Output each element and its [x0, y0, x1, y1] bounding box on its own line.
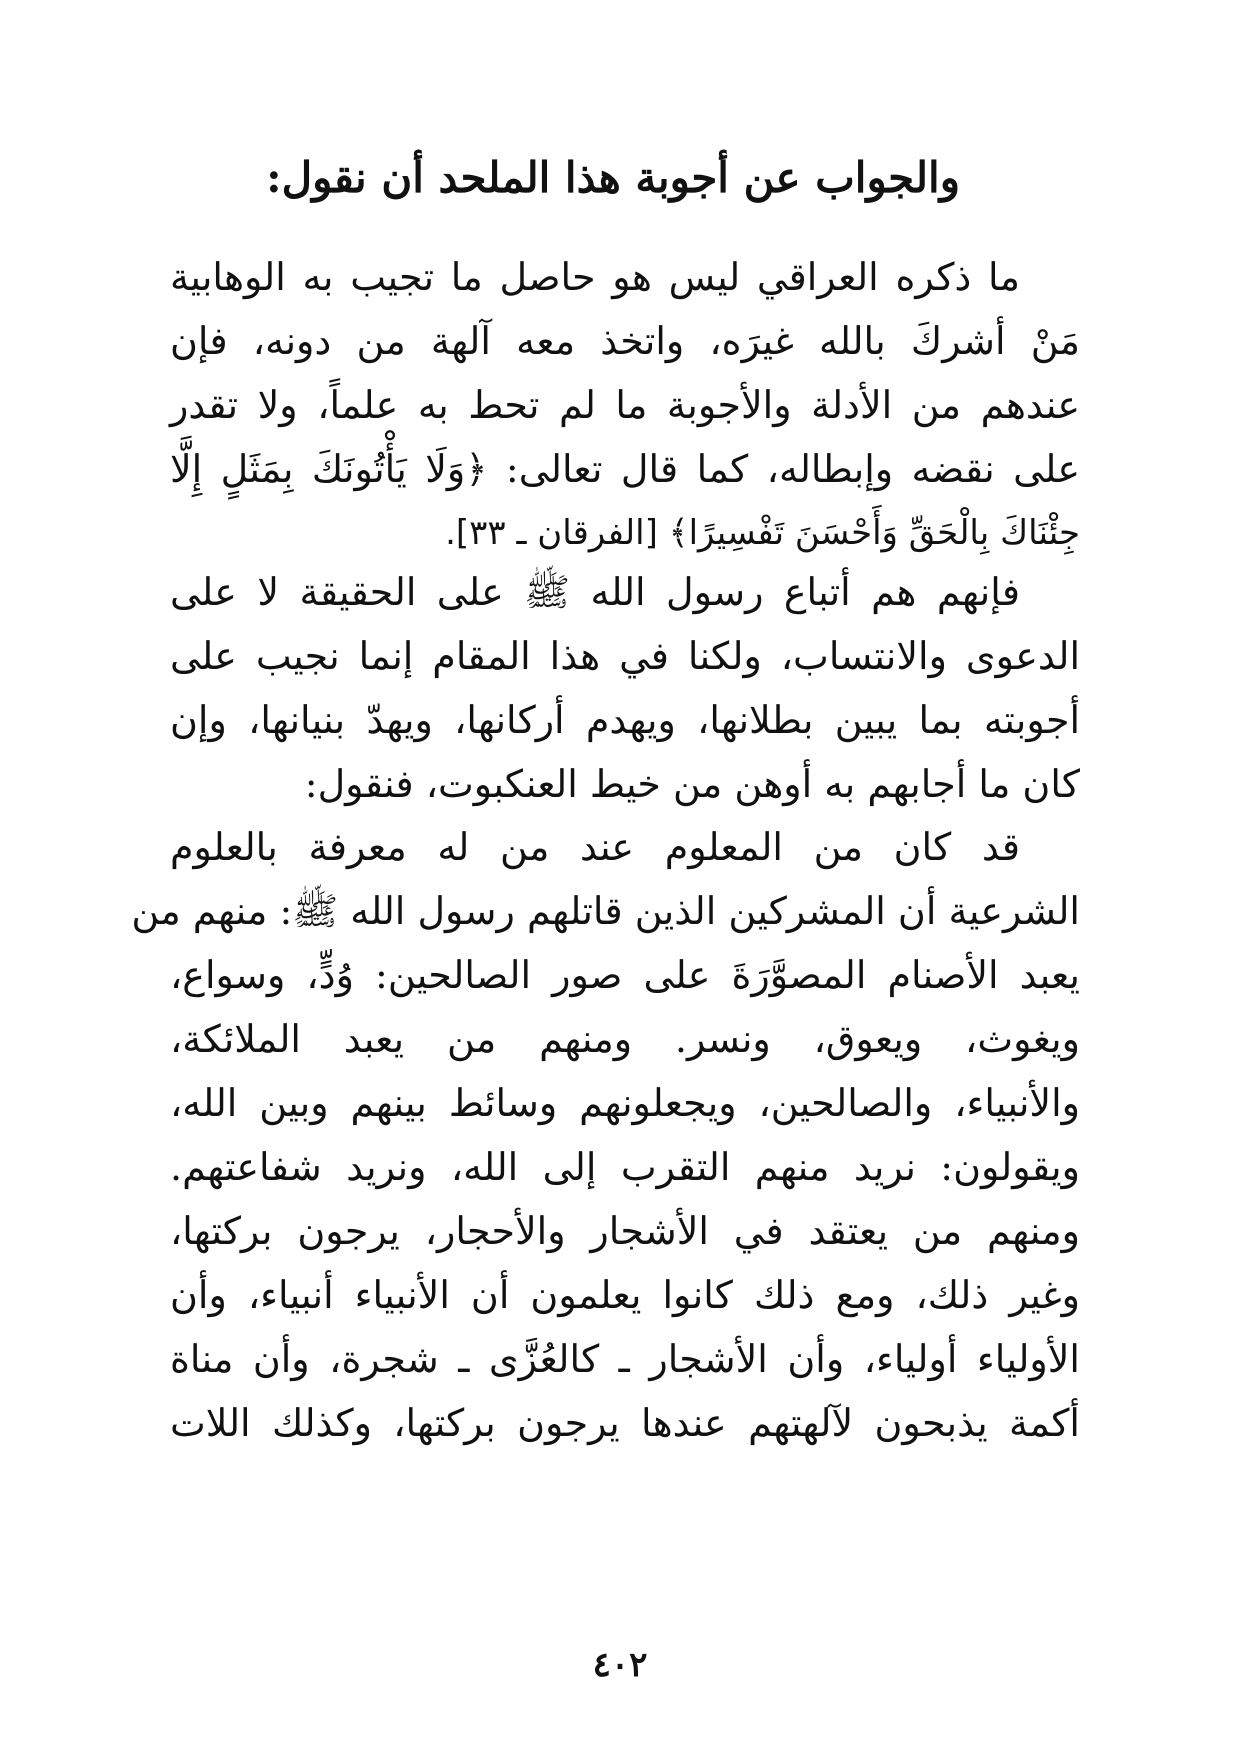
paragraph-3 — [131, 815, 1080, 1455]
quran-verse-line: جِئْنَاكَ بِالْحَقِّ وَأَحْسَنَ تَفْسِيرًا﴾ [الفرقان ـ ٣٣]. — [445, 513, 1080, 553]
paragraph-line: وغير ذلك، ومع ذلك كانوا يعلمون أن الأنبياء أنبياء، وأن — [170, 1273, 1080, 1317]
paragraph-line: والأنبياء، والصالحين، ويجعلونهم وسائط بينهم وبين الله، — [170, 1081, 1080, 1125]
paragraph-line: الأولياء أولياء، وأن الأشجار ـ كالعُزَّى ـ شجرة، وأن مناة — [170, 1337, 1080, 1381]
paragraph-line: أجوبته بما يبين بطلانها، ويهدم أركانها، ويهدّ بنيانها، وإن — [170, 698, 1080, 742]
section-heading: والجواب عن أجوبة هذا الملحد أن نقول: — [266, 153, 960, 202]
page-number: ٤٠٢ — [592, 1645, 648, 1685]
paragraph-1 — [170, 245, 1080, 565]
paragraph-2 — [170, 560, 1080, 816]
paragraph-line: فإنهم هم أتباع رسول الله ﷺ على الحقيقة لا على — [170, 570, 1020, 614]
paragraph-line: الدعوى والانتساب، ولكنا في هذا المقام إنما نجيب على — [170, 634, 1080, 678]
paragraph-line: كان ما أجابهم به أوهن من خيط العنكبوت، فنقول: — [304, 762, 1080, 806]
paragraph-line: ومنهم من يعتقد في الأشجار والأحجار، يرجون بركتها، — [170, 1209, 1080, 1253]
paragraph-line: ويغوث، ويعوق، ونسر. ومنهم من يعبد الملائكة، — [170, 1017, 1080, 1061]
paragraph-line: ويقولون: نريد منهم التقرب إلى الله، ونريد شفاعتهم. — [170, 1145, 1080, 1189]
paragraph-line: الشرعية أن المشركين الذين قاتلهم رسول الله ﷺ: منهم من — [131, 889, 1080, 933]
paragraph-line: مَنْ أشركَ بالله غيرَه، واتخذ معه آلهة من دونه، فإن — [170, 319, 1080, 363]
paragraph-line: عندهم من الأدلة والأجوبة ما لم تحط به علماً، ولا تقدر — [170, 383, 1080, 427]
paragraph-line: على نقضه وإبطاله، كما قال تعالى: ﴿وَلَا يَأْتُونَكَ بِمَثَلٍ إِلَّا — [170, 447, 1080, 491]
paragraph-line: يعبد الأصنام المصوَّرَةَ على صور الصالحين: وُدٍّ، وسواع، — [170, 953, 1080, 997]
paragraph-line: ما ذكره العراقي ليس هو حاصل ما تجيب به الوهابية — [170, 255, 1020, 299]
paragraph-line: قد كان من المعلوم عند من له معرفة بالعلوم — [170, 825, 1020, 869]
book-page — [131, 0, 1080, 1754]
paragraph-line: أكمة يذبحون لآلهتهم عندها يرجون بركتها، وكذلك اللات — [170, 1401, 1080, 1445]
